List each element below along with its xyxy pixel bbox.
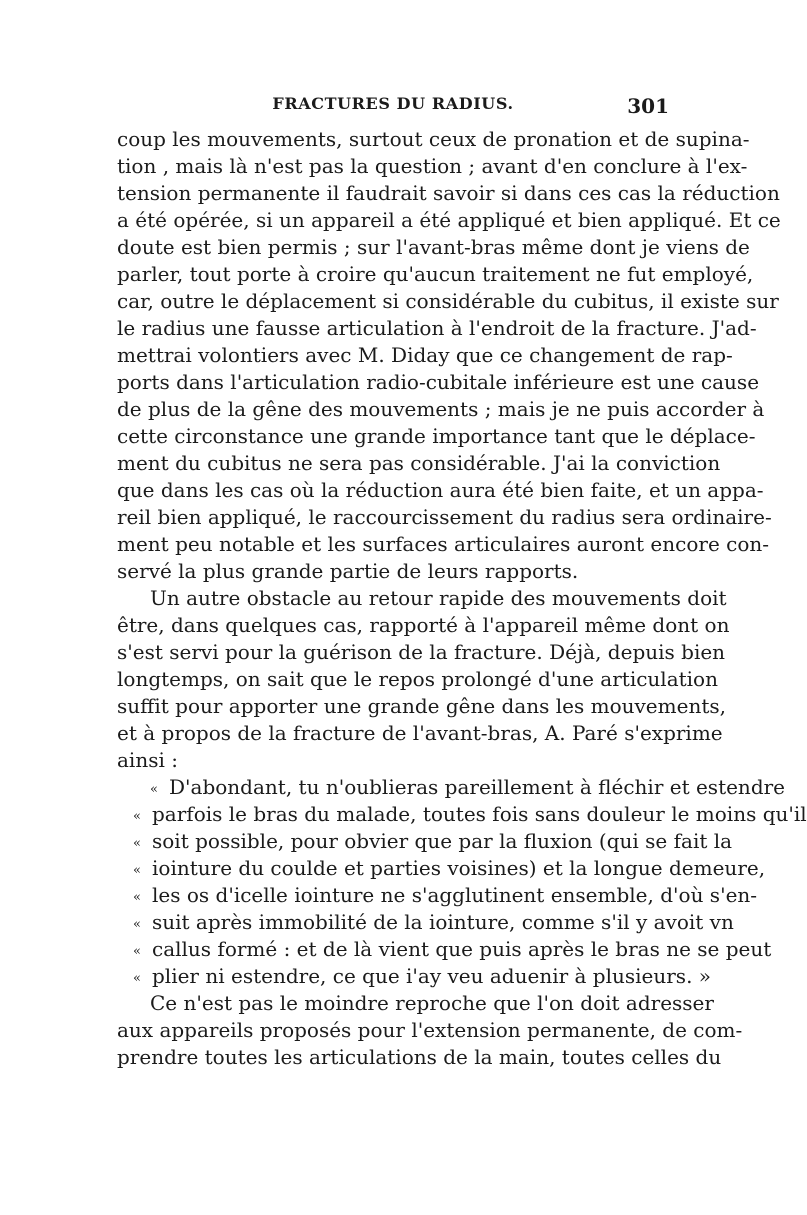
text-line: ment du cubitus ne sera pas considérable. J'ai la conviction: [117, 451, 721, 475]
text-line: servé la plus grande partie de leurs rapports.: [117, 559, 579, 583]
text-line: tension permanente il faudrait savoir si dans ces cas la réduction: [117, 181, 780, 205]
quote-text: parfois le bras du malade, toutes fois sans douleur le moins qu'il: [152, 802, 807, 826]
text-line: car, outre le déplacement si considérable du cubitus, il existe sur: [117, 289, 779, 313]
quote-line: [150, 774, 786, 801]
text-line: ainsi :: [117, 748, 178, 772]
quote-mark: «: [150, 782, 158, 797]
text-line: coup les mouvements, surtout ceux de pronation et de supina-: [117, 127, 750, 151]
text-line: tion , mais là n'est pas la question ; avant d'en conclure à l'ex-: [117, 154, 748, 178]
quote-mark: «: [133, 863, 141, 878]
quote-mark: «: [133, 836, 141, 851]
quote-line: [133, 801, 807, 828]
text-line: a été opérée, si un appareil a été appliqué et bien appliqué. Et ce: [117, 208, 781, 232]
text-line: cette circonstance une grande importance tant que le déplace-: [117, 424, 756, 448]
text-line: aux appareils proposés pour l'extension permanente, de com-: [117, 1018, 743, 1042]
quote-mark: «: [133, 917, 141, 932]
quote-line: [133, 855, 766, 882]
text-line: mettrai volontiers avec M. Diday que ce changement de rap-: [117, 343, 733, 367]
quote-text: soit possible, pour obvier que par la fluxion (qui se fait la: [152, 829, 733, 853]
quote-mark: «: [133, 809, 141, 824]
text-line: parler, tout porte à croire qu'aucun traitement ne fut employé,: [117, 262, 754, 286]
page-number: 301: [627, 94, 669, 118]
quote-line: [133, 828, 733, 855]
text-line: doute est bien permis ; sur l'avant-bras même dont je viens de: [117, 235, 750, 259]
page-header: [117, 94, 669, 122]
text-line: être, dans quelques cas, rapporté à l'appareil même dont on: [117, 613, 730, 637]
text-line: et à propos de la fracture de l'avant-bras, A. Paré s'exprime: [117, 721, 723, 745]
text-line: suffit pour apporter une grande gêne dans les mouvements,: [117, 694, 726, 718]
quote-line: [133, 882, 758, 909]
running-title: FRACTURES DU RADIUS.: [272, 94, 514, 113]
quote-mark: «: [133, 944, 141, 959]
quote-line: [133, 936, 772, 963]
text-line: prendre toutes les articulations de la main, toutes celles du: [117, 1045, 722, 1069]
quote-text: callus formé : et de là vient que puis après le bras ne se peut: [152, 937, 772, 961]
quote-text: plier ni estendre, ce que i'ay veu aduenir à plusieurs. »: [152, 964, 712, 988]
text-line: Un autre obstacle au retour rapide des mouvements doit: [150, 586, 727, 610]
text-line: que dans les cas où la réduction aura été bien faite, et un appa-: [117, 478, 764, 502]
text-line: s'est servi pour la guérison de la fracture. Déjà, depuis bien: [117, 640, 726, 664]
text-line: le radius une fausse articulation à l'endroit de la fracture. J'ad-: [117, 316, 757, 340]
quote-line: [133, 963, 712, 990]
text-line: ment peu notable et les surfaces articulaires auront encore con-: [117, 532, 770, 556]
text-line: de plus de la gêne des mouvements ; mais je ne puis accorder à: [117, 397, 765, 421]
quote-mark: «: [133, 890, 141, 905]
quote-line: [133, 909, 734, 936]
quote-text: D'abondant, tu n'oublieras pareillement à fléchir et estendre: [169, 775, 786, 799]
text-line: Ce n'est pas le moindre reproche que l'on doit adresser: [150, 991, 714, 1015]
text-line: ports dans l'articulation radio-cubitale inférieure est une cause: [117, 370, 760, 394]
text-line: reil bien appliqué, le raccourcissement du radius sera ordinaire-: [117, 505, 772, 529]
quote-text: iointure du coulde et parties voisines) et la longue demeure,: [152, 856, 766, 880]
quote-text: suit après immobilité de la iointure, comme s'il y avoit vn: [152, 910, 734, 934]
quote-text: les os d'icelle iointure ne s'agglutinent ensemble, d'où s'en-: [152, 883, 758, 907]
quote-mark: «: [133, 971, 141, 986]
text-line: longtemps, on sait que le repos prolongé d'une articulation: [117, 667, 718, 691]
